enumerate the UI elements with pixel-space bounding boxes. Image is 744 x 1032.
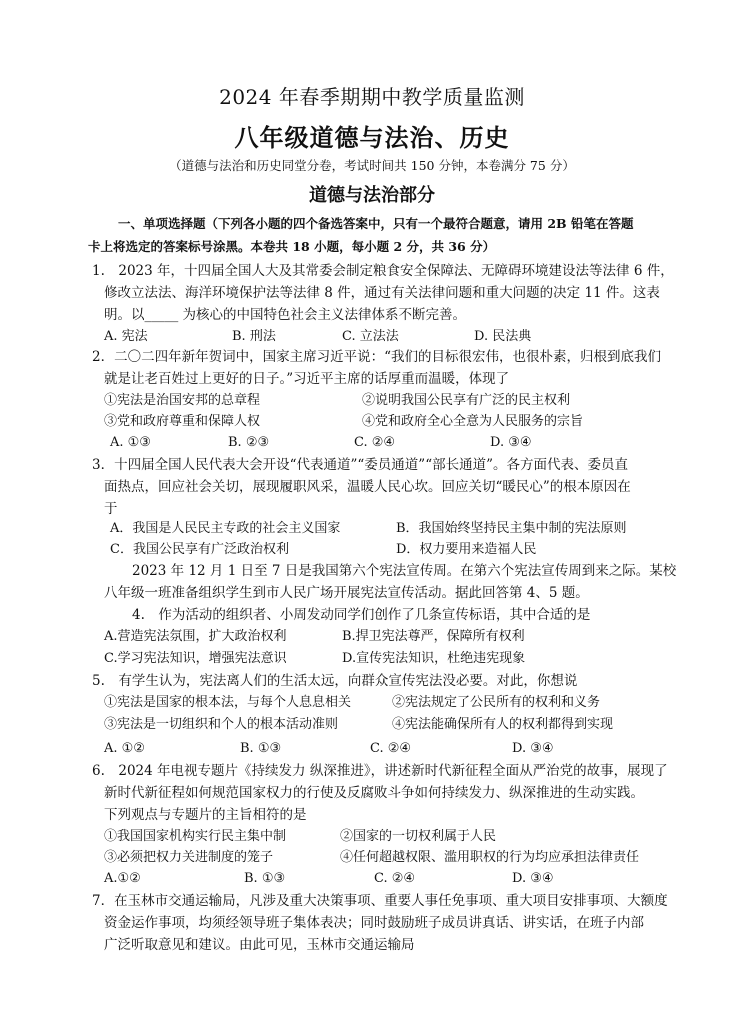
question-5-option-c: C. ②④ bbox=[370, 741, 412, 756]
question-3-option-a: A．我国是人民民主专政的社会主义国家 bbox=[110, 521, 341, 536]
question-6-statement-3: ③必须把权力关进制度的笼子 bbox=[104, 850, 274, 865]
question-4-option-b: B.捍卫宪法尊严，保障所有权利 bbox=[342, 629, 525, 644]
question-2-statement-3: ③党和政府尊重和保障人权 bbox=[104, 414, 261, 429]
question-5-statement-4: ④宪法能确保所有人的权利都得到实现 bbox=[392, 717, 614, 732]
section-instructions-line2: 卡上将选定的答案标号涂黑。本卷共 18 小题，每小题 2 分，共 36 分） bbox=[88, 239, 496, 254]
subject-title: 八年级道德与法治、历史 bbox=[234, 124, 510, 152]
question-1-line2: 修改立法法、海洋环境保护法等法律 8 件，通过有关法律问题和重大问题的决定 11 件。这表 bbox=[104, 285, 660, 301]
question-6-line1: 6. 2024 年电视专题片《持续发力 纵深推进》，讲述新时代新征程全面从严治党的故事，展现了 bbox=[92, 763, 668, 779]
question-3-option-b: B．我国始终坚持民主集中制的宪法原则 bbox=[396, 521, 627, 536]
question-5-statement-3: ③宪法是一切组织和个人的根本活动准则 bbox=[104, 717, 339, 732]
question-3-option-c: C．我国公民享有广泛政治权利 bbox=[110, 542, 289, 557]
question-2-statement-4: ④党和政府全心全意为人民服务的宗旨 bbox=[362, 414, 584, 429]
question-1-line3: 明。以_____ 为核心的中国特色社会主义法律体系不断完善。 bbox=[104, 307, 467, 323]
question-7-line1: 7．在玉林市交通运输局，凡涉及重大决策事项、重要人事任免事项、重大项目安排事项、大额度 bbox=[92, 893, 668, 909]
question-1-option-d: D. 民法典 bbox=[474, 329, 532, 344]
question-6-statement-4: ④任何超越权限、滥用职权的行为均应承担法律责任 bbox=[340, 850, 640, 865]
question-1-option-b: B. 刑法 bbox=[232, 329, 276, 344]
question-3-option-d: D．权力要用来造福人民 bbox=[396, 542, 537, 557]
question-5-option-d: D. ③④ bbox=[512, 741, 554, 756]
question-2-option-d: D. ③④ bbox=[490, 435, 532, 450]
question-2-option-c: C. ②④ bbox=[354, 435, 396, 450]
question-5-option-a: A. ①② bbox=[104, 741, 145, 756]
question-2-line2: 就是让老百姓过上更好的日子。”习近平主席的话厚重而温暖，体现了 bbox=[104, 371, 510, 387]
question-2-line1: 2．二〇二四年新年贺词中，国家主席习近平说：“我们的目标很宏伟，也很朴素，归根到底我们 bbox=[92, 349, 661, 365]
question-2-option-a: A. ①③ bbox=[110, 435, 151, 450]
question-6-statement-2: ②国家的一切权利属于人民 bbox=[340, 829, 497, 844]
question-3-line1: 3．十四届全国人民代表大会开设“代表通道”“委员通道”“部长通道”。各方面代表、委员直 bbox=[92, 457, 628, 473]
question-7-line2: 资金运作事项，均须经领导班子集体表决；同时鼓励班子成员讲真话、讲实话，在班子内部 bbox=[104, 915, 644, 931]
part-title: 道德与法治部分 bbox=[309, 185, 435, 206]
question-6-option-b: B. ①③ bbox=[244, 871, 286, 886]
question-6-line2: 新时代新征程如何规范国家权力的行使及反腐败斗争如何持续发力、纵深推进的生动实践。 bbox=[104, 785, 644, 801]
question-5-statement-1: ①宪法是国家的根本法，与每个人息息相关 bbox=[104, 695, 352, 710]
question-6-option-d: D. ③④ bbox=[512, 871, 554, 886]
question-4-option-c: C.学习宪法知识，增强宪法意识 bbox=[104, 651, 287, 666]
section-instructions-line1: 一、单项选择题（下列各小题的四个备选答案中，只有一个最符合题意，请用 2B 铅笔在答题 bbox=[118, 216, 634, 231]
question-5-statement-2: ②宪法规定了公民所有的权利和义务 bbox=[392, 695, 601, 710]
question-6-line3: 下列观点与专题片的主旨相符的是 bbox=[104, 807, 307, 823]
exam-title: 2024 年春季期期中教学质量监测 bbox=[219, 85, 525, 109]
question-6-option-c: C. ②④ bbox=[374, 871, 416, 886]
question-4-option-d: D.宣传宪法知识，杜绝违宪现象 bbox=[342, 651, 526, 666]
question-2-option-b: B. ②③ bbox=[228, 435, 270, 450]
question-4-option-a: A.营造宪法氛围，扩大政治权利 bbox=[104, 629, 287, 644]
question-1-line1: 1. 2023 年，十四届全国人大及其常委会制定粮食安全保障法、无障碍环境建设法等法律 6 件， bbox=[92, 263, 674, 279]
question-5-line1: 5. 有学生认为，宪法离人们的生活太远，向群众宣传宪法没必要。对此，你想说 bbox=[92, 673, 578, 689]
question-3-line2: 面热点，回应社会关切，展现履职风采，温暖人民心坎。回应关切“暖民心”的根本原因在 bbox=[104, 479, 631, 495]
question-6-statement-1: ①我国国家机构实行民主集中制 bbox=[104, 829, 287, 844]
question-4-line1: 4. 作为活动的组织者、小周发动同学们创作了几条宣传标语，其中合适的是 bbox=[132, 607, 591, 623]
material-line1: 2023 年 12 月 1 日至 7 日是我国第六个宪法宣传周。在第六个宪法宣传周到来之际。某校 bbox=[132, 563, 677, 579]
question-7-line3: 广泛听取意见和建议。由此可见，玉林市交通运输局 bbox=[104, 937, 415, 953]
question-5-option-b: B. ①③ bbox=[240, 741, 282, 756]
question-2-statement-2: ②说明我国公民享有广泛的民主权利 bbox=[362, 393, 571, 408]
question-1-option-a: A. 宪法 bbox=[104, 329, 148, 344]
material-line2: 八年级一班准备组织学生到市人民广场开展宪法宣传活动。据此回答第 4、5 题。 bbox=[104, 585, 589, 601]
question-3-line3: 于 bbox=[104, 501, 118, 517]
question-1-option-c: C. 立法法 bbox=[342, 329, 399, 344]
exam-note: （道德与法治和历史同堂分卷，考试时间共 150 分钟，本卷满分 75 分） bbox=[169, 158, 575, 173]
question-2-statement-1: ①宪法是治国安邦的总章程 bbox=[104, 393, 261, 408]
question-6-option-a: A.①② bbox=[104, 871, 141, 886]
